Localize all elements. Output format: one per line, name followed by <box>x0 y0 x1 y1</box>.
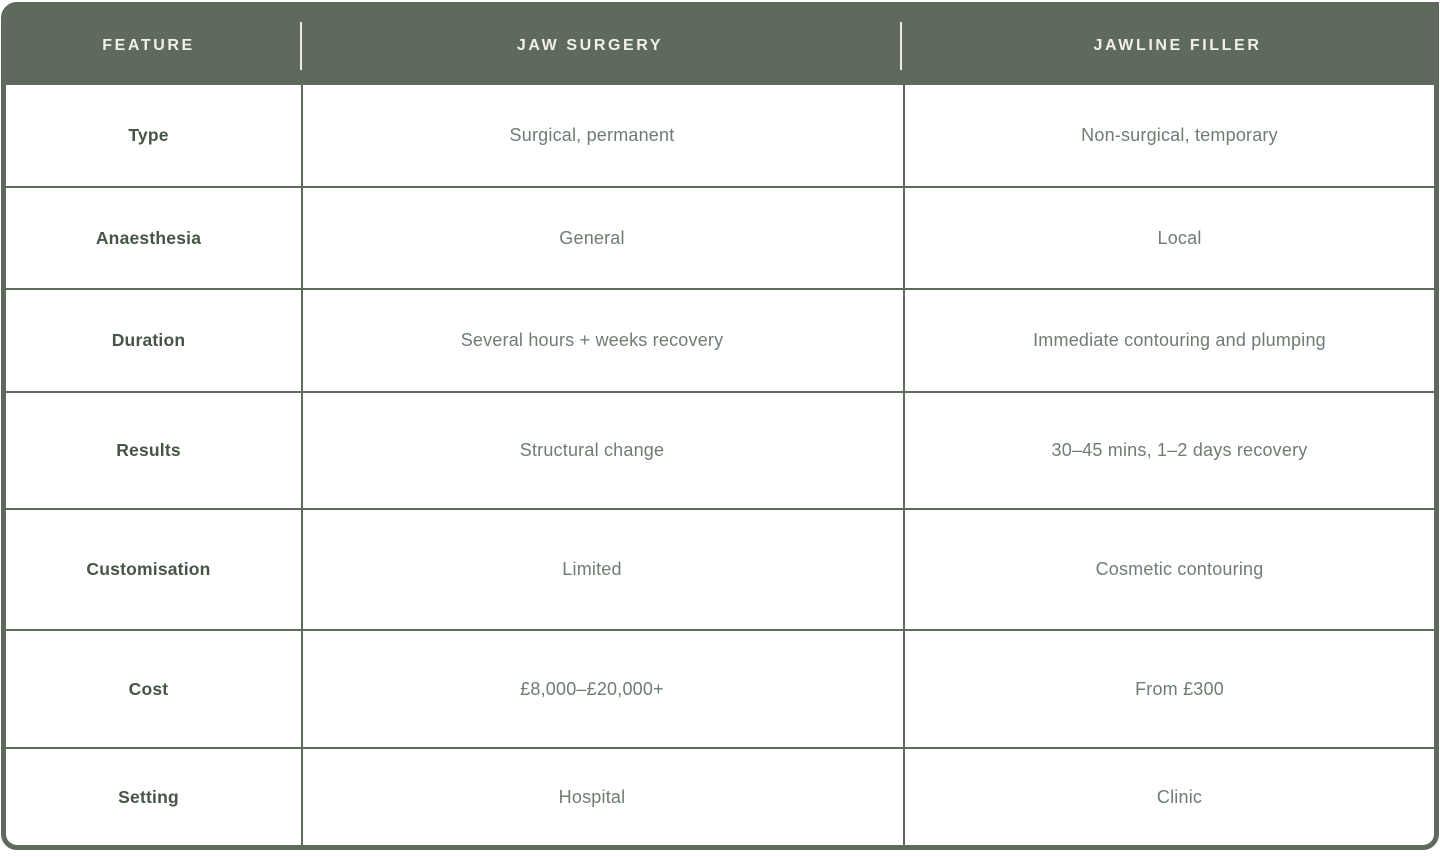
row-label: Type <box>6 85 301 186</box>
header-divider <box>900 22 902 70</box>
row-label: Customisation <box>6 510 301 629</box>
row-label: Duration <box>6 290 301 391</box>
cell-value: Local <box>905 188 1434 288</box>
cell-value: Surgical, permanent <box>303 85 903 186</box>
cell-value: Clinic <box>905 749 1434 845</box>
cell-value: Immediate contouring and plumping <box>905 290 1434 391</box>
header-cell-jaw-surgery: JAW SURGERY <box>516 37 664 54</box>
cell-value: Non-surgical, temporary <box>905 85 1434 186</box>
row-label: Cost <box>6 631 301 747</box>
cell-value: Limited <box>303 510 903 629</box>
cell-value: £8,000–£20,000+ <box>303 631 903 747</box>
table-body <box>6 85 1434 845</box>
header-cell-feature: FEATURE <box>102 37 195 54</box>
row-label: Anaesthesia <box>6 188 301 288</box>
cell-value: 30–45 mins, 1–2 days recovery <box>905 393 1434 508</box>
header-divider <box>300 22 302 70</box>
cell-value: Structural change <box>303 393 903 508</box>
comparison-table <box>1 2 1439 850</box>
header-cell-jawline-filler: JAWLINE FILLER <box>1093 37 1262 54</box>
cell-value: Cosmetic contouring <box>905 510 1434 629</box>
row-label: Results <box>6 393 301 508</box>
cell-value: Hospital <box>303 749 903 845</box>
cell-value: From £300 <box>905 631 1434 747</box>
cell-value: Several hours + weeks recovery <box>303 290 903 391</box>
table-header-row <box>6 7 1434 85</box>
row-label: Setting <box>6 749 301 845</box>
cell-value: General <box>303 188 903 288</box>
